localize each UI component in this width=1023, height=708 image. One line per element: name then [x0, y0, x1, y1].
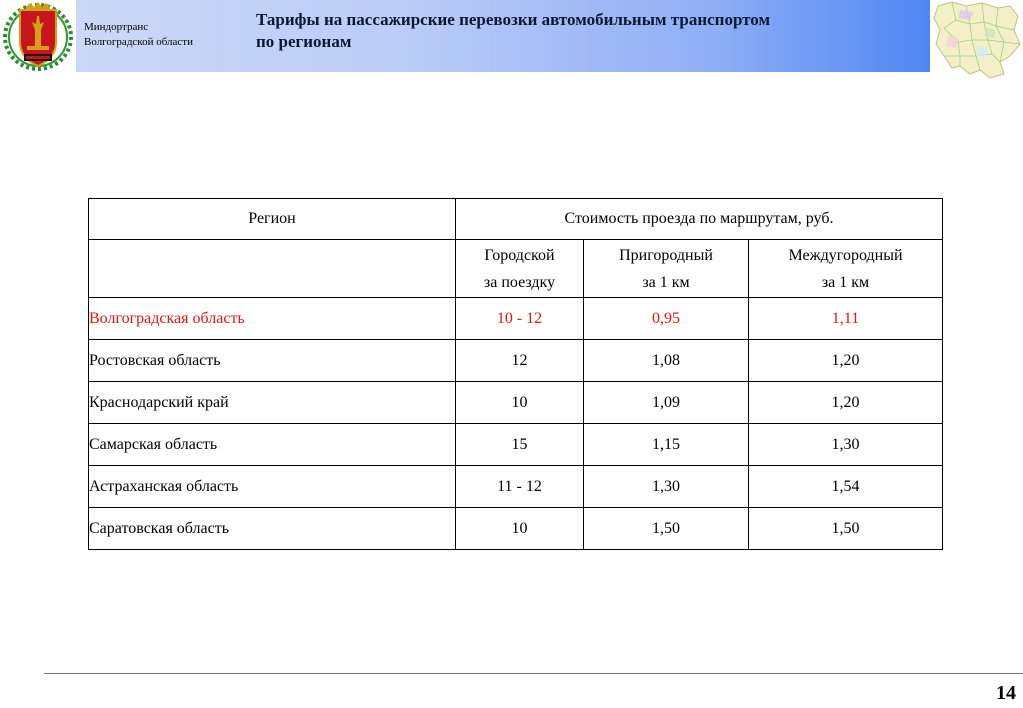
table-row [89, 424, 943, 466]
intercity-fare-cell: 1,50 [749, 508, 943, 550]
intercity-subheader-line-1: Междугородный [788, 246, 903, 264]
intercity-fare-cell: 1,30 [749, 424, 943, 466]
intercity-fare-cell: 1,11 [749, 298, 943, 340]
suburban-fare-cell: 1,08 [584, 340, 749, 382]
suburban-fare-cell: 1,09 [584, 382, 749, 424]
coat-of-arms-icon [0, 0, 76, 72]
intercity-subheader [749, 240, 943, 298]
org-line-1: Миндортранс [84, 21, 149, 33]
suburban-fare-cell: 1,30 [584, 466, 749, 508]
org-line-2: Волгоградской области [84, 36, 193, 48]
city-subheader-line-1: Городской [484, 246, 555, 264]
tariffs-table [88, 198, 943, 550]
region-map-icon [930, 0, 1023, 80]
page-number: 14 [996, 682, 1016, 704]
table-row [89, 298, 943, 340]
city-fare-cell: 12 [456, 340, 584, 382]
region-cell: Волгоградская область [89, 298, 456, 340]
city-fare-cell: 11 - 12 [456, 466, 584, 508]
cost-column-header: Стоимость проезда по маршрутам, руб. [456, 199, 943, 240]
table-header-row [89, 199, 943, 240]
suburban-subheader-line-1: Пригородный [619, 246, 713, 264]
organization-name [84, 20, 193, 50]
table-row [89, 340, 943, 382]
empty-header-cell [89, 240, 456, 298]
intercity-fare-cell: 1,20 [749, 382, 943, 424]
table-row [89, 508, 943, 550]
city-fare-cell: 10 - 12 [456, 298, 584, 340]
suburban-fare-cell: 1,15 [584, 424, 749, 466]
city-subheader [456, 240, 584, 298]
intercity-fare-cell: 1,20 [749, 340, 943, 382]
suburban-fare-cell: 0,95 [584, 298, 749, 340]
table-subheader-row [89, 240, 943, 298]
intercity-fare-cell: 1,54 [749, 466, 943, 508]
region-cell: Астраханская область [89, 466, 456, 508]
region-cell: Самарская область [89, 424, 456, 466]
suburban-subheader-line-2: за 1 км [642, 273, 690, 291]
city-fare-cell: 10 [456, 382, 584, 424]
footer-divider [44, 673, 1023, 674]
region-cell: Саратовская область [89, 508, 456, 550]
table-row [89, 382, 943, 424]
region-cell: Краснодарский край [89, 382, 456, 424]
region-cell: Ростовская область [89, 340, 456, 382]
title-line-2: по регионам [256, 32, 352, 51]
slide-title [256, 9, 906, 53]
table-row [89, 466, 943, 508]
intercity-subheader-line-2: за 1 км [821, 273, 870, 291]
city-fare-cell: 15 [456, 424, 584, 466]
title-line-1: Тарифы на пассажирские перевозки автомобильным транспортом [256, 10, 771, 29]
suburban-subheader [584, 240, 749, 298]
city-fare-cell: 10 [456, 508, 584, 550]
suburban-fare-cell: 1,50 [584, 508, 749, 550]
slide-header [0, 0, 1023, 74]
region-column-header: Регион [89, 199, 456, 240]
city-subheader-line-2: за поездку [483, 273, 556, 291]
